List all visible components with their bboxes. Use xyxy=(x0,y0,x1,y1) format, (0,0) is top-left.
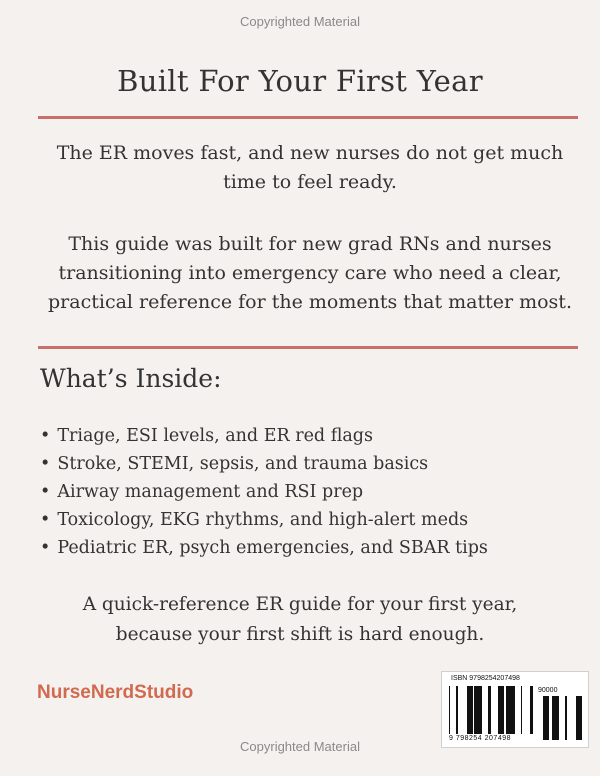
bullet-icon: • xyxy=(40,482,51,502)
list-item-text: Toxicology, EKG rhythms, and high-alert meds xyxy=(57,510,469,530)
page-title: Built For Your First Year xyxy=(117,64,483,98)
intro-line: time to feel ready. xyxy=(223,171,397,193)
tagline xyxy=(40,590,560,650)
purpose-paragraph xyxy=(40,230,580,317)
barcode-digits: 9 798254 207498 xyxy=(449,735,511,742)
intro-line: The ER moves fast, and new nurses do not get much xyxy=(56,142,564,164)
purpose-line: practical reference for the moments that matter most. xyxy=(48,291,572,313)
isbn-barcode xyxy=(441,671,589,748)
list-item xyxy=(40,450,580,478)
list-item xyxy=(40,534,580,562)
list-item-text: Triage, ESI levels, and ER red flags xyxy=(57,426,373,446)
intro-paragraph xyxy=(40,139,580,197)
isbn-label: ISBN 9798254207498 xyxy=(451,675,520,682)
list-item xyxy=(40,478,580,506)
list-item xyxy=(40,422,580,450)
list-item-text: Pediatric ER, psych emergencies, and SBAR tips xyxy=(57,538,488,558)
divider-top xyxy=(38,116,578,119)
copyright-watermark-bottom: Copyrighted Material xyxy=(240,739,360,754)
publisher-logo: NurseNerdStudio xyxy=(37,682,194,703)
copyright-watermark-top: Copyrighted Material xyxy=(240,14,360,29)
feature-list xyxy=(40,422,580,562)
bullet-icon: • xyxy=(40,538,51,558)
purpose-line: This guide was built for new grad RNs and nurses xyxy=(68,233,552,255)
barcode-addon-bars-icon xyxy=(537,696,582,740)
list-item-text: Stroke, STEMI, sepsis, and trauma basics xyxy=(57,454,429,474)
section-heading-whats-inside: What’s Inside: xyxy=(40,364,222,393)
barcode-bars-icon xyxy=(449,686,533,734)
bullet-icon: • xyxy=(40,510,51,530)
tagline-line: A quick-reference ER guide for your first year, xyxy=(82,594,518,615)
list-item xyxy=(40,506,580,534)
purpose-line: transitioning into emergency care who need a clear, xyxy=(58,262,562,284)
divider-middle xyxy=(38,346,578,349)
list-item-text: Airway management and RSI prep xyxy=(57,482,364,502)
bullet-icon: • xyxy=(40,426,51,446)
tagline-line: because your first shift is hard enough. xyxy=(115,624,485,645)
bullet-icon: • xyxy=(40,454,51,474)
price-code: 90000 xyxy=(538,687,558,694)
